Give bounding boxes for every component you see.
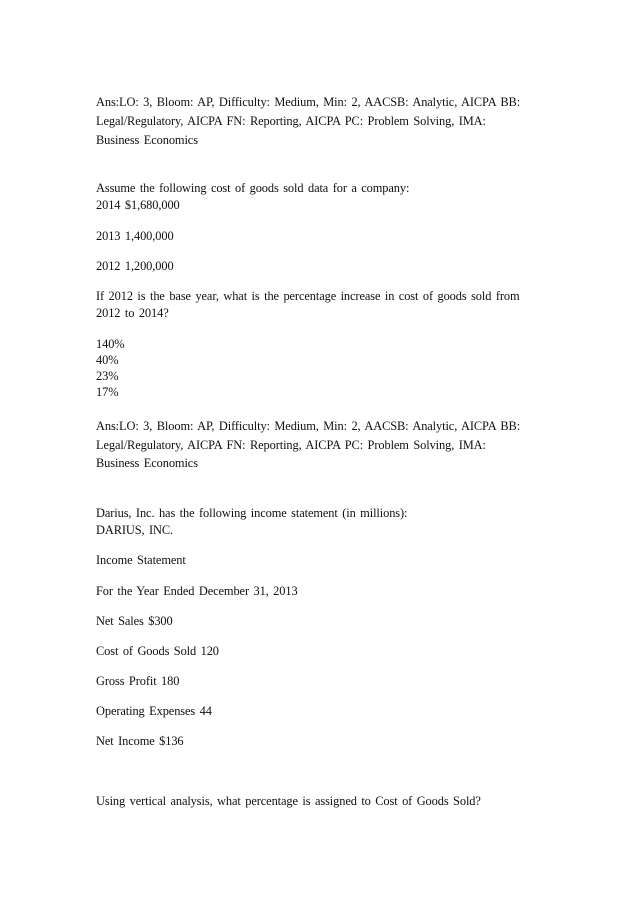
net-sales-line: Net Sales $300	[96, 614, 173, 628]
operating-expenses-line: Operating Expenses 44	[96, 704, 212, 718]
company-name: DARIUS, INC.	[96, 523, 174, 537]
answer-metadata-line-1: Ans:LO: 3, Bloom: AP, Difficulty: Medium, Min: 2, AACSB: Analytic, AICPA BB:	[96, 95, 521, 109]
answer-metadata-line-3: Business Economics	[96, 133, 198, 147]
question-1-prompt-line-1: If 2012 is the base year, what is the percentage increase in cost of goods sold from	[96, 289, 520, 303]
option-d: 17%	[96, 385, 119, 399]
question-1-prompt-line-2: 2012 to 2014?	[96, 306, 169, 320]
cogs-line: Cost of Goods Sold 120	[96, 644, 219, 658]
cogs-row-2012: 2012 1,200,000	[96, 259, 174, 273]
gross-profit-line: Gross Profit 180	[96, 674, 180, 688]
question-2-prompt: Using vertical analysis, what percentage is assigned to Cost of Goods Sold?	[96, 794, 481, 808]
option-a: 140%	[96, 337, 125, 351]
question-2-intro: Darius, Inc. has the following income statement (in millions):	[96, 506, 408, 520]
net-income-line: Net Income $136	[96, 734, 184, 748]
answer-metadata-line-3: Business Economics	[96, 456, 198, 470]
option-c: 23%	[96, 369, 119, 383]
answer-metadata-line-1: Ans:LO: 3, Bloom: AP, Difficulty: Medium, Min: 2, AACSB: Analytic, AICPA BB:	[96, 419, 521, 433]
answer-metadata-line-2: Legal/Regulatory, AICPA FN: Reporting, AICPA PC: Problem Solving, IMA:	[96, 114, 486, 128]
statement-period: For the Year Ended December 31, 2013	[96, 584, 298, 598]
option-b: 40%	[96, 353, 119, 367]
statement-title: Income Statement	[96, 553, 186, 567]
question-1-intro: Assume the following cost of goods sold data for a company:	[96, 181, 410, 195]
cogs-row-2014: 2014 $1,680,000	[96, 198, 180, 212]
answer-metadata-line-2: Legal/Regulatory, AICPA FN: Reporting, AICPA PC: Problem Solving, IMA:	[96, 438, 486, 452]
cogs-row-2013: 2013 1,400,000	[96, 229, 174, 243]
